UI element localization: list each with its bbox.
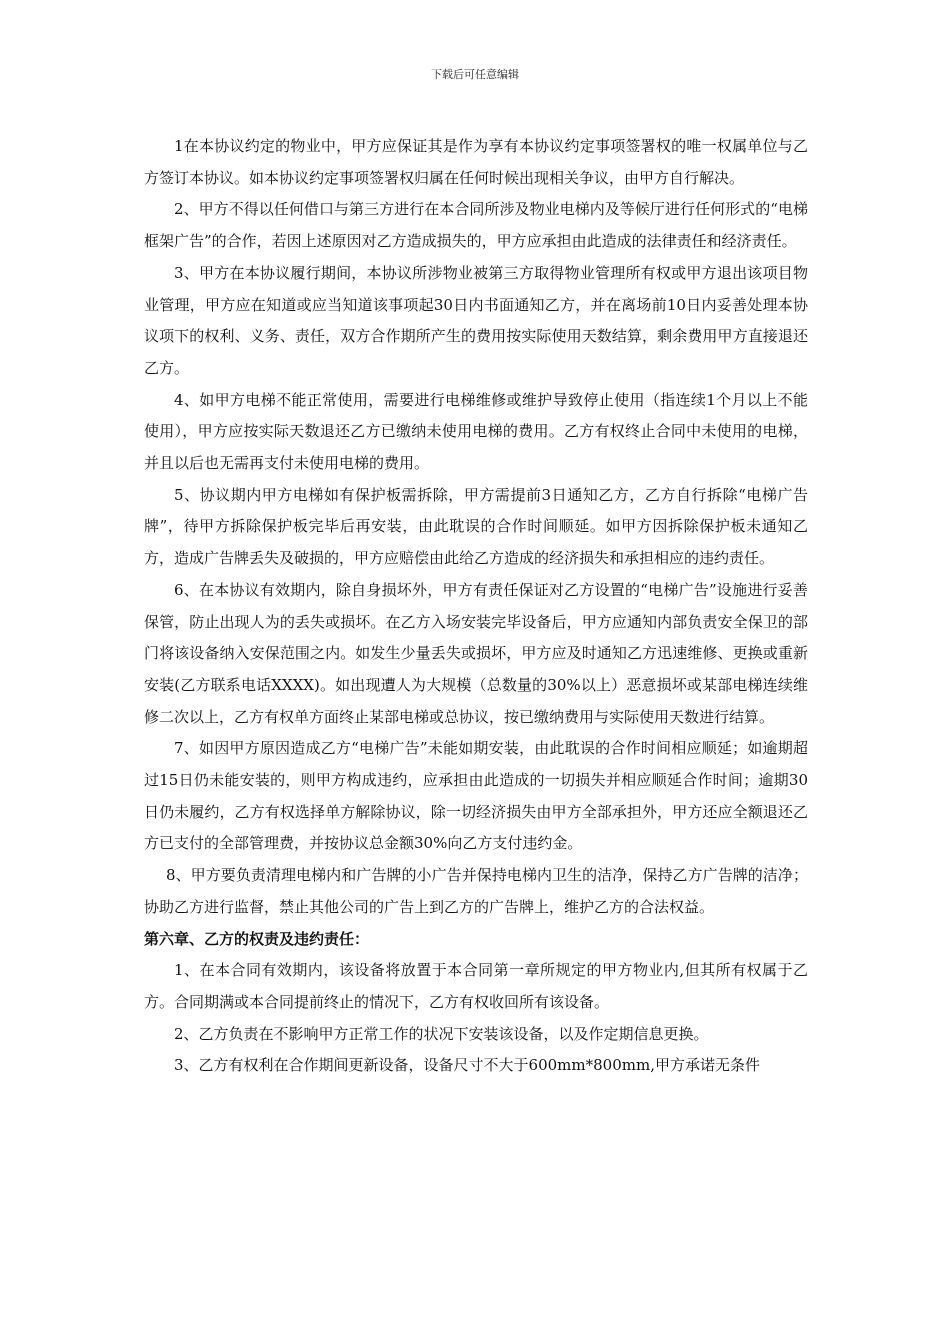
clause-8: 8、甲方要负责清理电梯内和广告牌的小广告并保持电梯内卫生的洁净，保持乙方广告牌的洁净；协助乙方进行监督，禁止其他公司的广告上到乙方的广告牌上，维护乙方的合法权益。: [144, 866, 808, 916]
clause-6: 6、在本协议有效期内，除自身损坏外，甲方有责任保证对乙方设置的“电梯广告”设施进行妥善保管，防止出现人为的丢失或损坏。在乙方入场安装完毕设备后，甲方应通知内部负责安全保卫的部门将该设备纳入安保范围之内。如发生少量丢失或损坏，甲方应及时通知乙方迅速维修、更换或重新安装(乙方联系电话XXXX)。如出现遭人为大规模（总数量的30%以上）恶意损坏或某部电梯连续维修二次以上，乙方有权单方面终止某部电梯或总协议，按已缴纳费用与实际使用天数进行结算。: [144, 580, 808, 726]
document-body: [144, 131, 808, 1082]
chapter-six-clause-1: 1、在本合同有效期内，该设备将放置于本合同第一章所规定的甲方物业内,但其所有权属于乙方。合同期满或本合同提前终止的情况下，乙方有权收回所有该设备。: [144, 961, 808, 1011]
chapter-six-title: 第六章、乙方的权责及违约责任：: [144, 929, 370, 948]
clause-5: 5、协议期内甲方电梯如有保护板需拆除，甲方需提前3日通知乙方，乙方自行拆除“电梯广告牌”，待甲方拆除保护板完毕后再安装，由此耽误的合作时间顺延。如甲方因拆除保护板未通知乙方，造成广告牌丢失及破损的，甲方应赔偿由此给乙方造成的经济损失和承担相应的违约责任。: [144, 485, 808, 568]
clause-1: 1在本协议约定的物业中，甲方应保证其是作为享有本协议约定事项签署权的唯一权属单位与乙方签订本协议。如本协议约定事项签署权归属在任何时候出现相关争议，由甲方自行解决。: [144, 137, 808, 187]
clause-2: 2、甲方不得以任何借口与第三方进行在本合同所涉及物业电梯内及等候厅进行任何形式的“电梯框架广告”的合作，若因上述原因对乙方造成损失的，甲方应承担由此造成的法律责任和经济责任。: [144, 200, 808, 251]
chapter-six-clause-3: 3、乙方有权利在合作期间更新设备，设备尺寸不大于600mm*800mm,甲方承诺无条件: [174, 1056, 760, 1075]
page-header-note: 下载后可任意编辑: [431, 68, 519, 81]
clause-3: 3、甲方在本协议履行期间，本协议所涉物业被第三方取得物业管理所有权或甲方退出该项目物业管理，甲方应在知道或应当知道该事项起30日内书面通知乙方，并在离场前10日内妥善处理本协议项下的权利、义务、责任，双方合作期所产生的费用按实际使用天数结算，剩余费用甲方直接退还乙方。: [144, 263, 808, 377]
clause-7: 7、如因甲方原因造成乙方“电梯广告”未能如期安装，由此耽误的合作时间相应顺延；如逾期超过15日仍未能安装的，则甲方构成违约，应承担由此造成的一切损失并相应顺延合作时间；逾期30日仍未履约，乙方有权选择单方解除协议，除一切经济损失由甲方全部承担外，甲方还应全额退还乙方已支付的全部管理费，并按协议总金额30%向乙方支付违约金。: [144, 739, 808, 853]
chapter-six-clause-2: 2、乙方负责在不影响甲方正常工作的状况下安装该设备，以及作定期信息更换。: [174, 1024, 709, 1043]
clause-4: 4、如甲方电梯不能正常使用，需要进行电梯维修或维护导致停止使用（指连续1个月以上不能使用），甲方应按实际天数退还乙方已缴纳未使用电梯的费用。乙方有权终止合同中未使用的电梯，并且以后也无需再支付未使用电梯的费用。: [144, 390, 808, 473]
